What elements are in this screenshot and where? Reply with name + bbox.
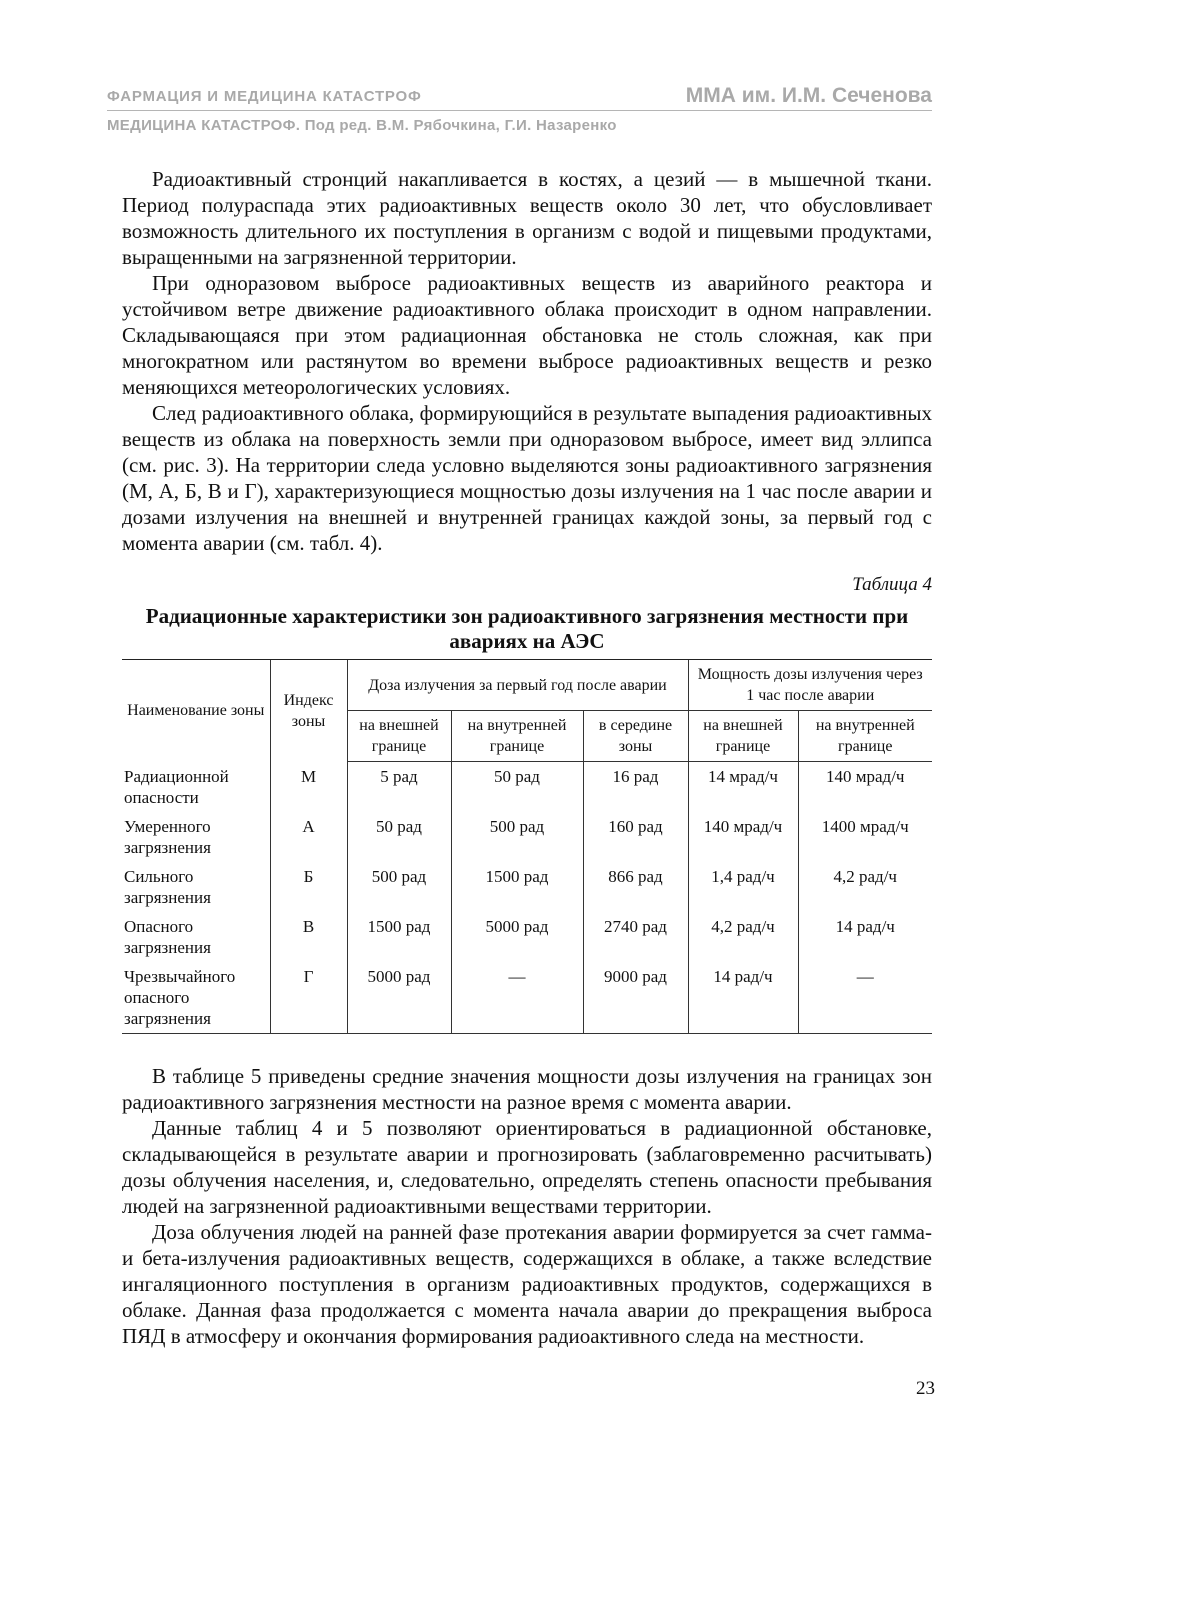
zone-index-cell: В [270,912,347,962]
zone-name-cell: Радиационной опасности [124,766,229,807]
zone-name-cell: Чрезвычайного опасного загрязнения [122,962,270,1034]
running-head-top-row [107,84,932,111]
dose-inner-cell: 500 рад [451,812,583,862]
table-caption: Таблица 4 [852,574,932,595]
power-inner-cell: 1400 мрад/ч [798,812,932,862]
power-outer-cell: 4,2 рад/ч [688,912,798,962]
zone-index-cell: Г [270,962,347,1034]
publisher-name: ММА им. И.М. Сеченова [685,84,932,107]
zone-index-cell: Б [270,862,347,912]
header-power-inner: на внутренней границе [798,711,932,762]
dose-outer-cell: 5 рад [347,762,451,812]
header-zone-name: Наименование зоны [122,660,270,762]
header-zone-index: Индекс зоны [270,660,347,762]
zone-name-cell: Сильного загрязнения [124,866,211,907]
zone-index-cell: М [270,762,347,812]
header-dose-outer: на внешней границе [347,711,451,762]
dose-outer-cell: 5000 рад [347,962,451,1034]
table-row [122,762,932,812]
dose-inner-cell: 1500 рад [451,862,583,912]
dose-middle-cell: 866 рад [583,862,688,912]
dose-outer-cell: 50 рад [347,812,451,862]
dose-outer-cell: 1500 рад [347,912,451,962]
zones-table [122,659,932,1034]
header-dose-group: Доза излучения за первый год после аварии [347,660,688,711]
power-inner-cell: 140 мрад/ч [798,762,932,812]
page-number: 23 [916,1378,935,1399]
table-header-row [122,660,932,711]
dose-middle-cell: 2740 рад [583,912,688,962]
dose-inner-cell: 50 рад [451,762,583,812]
zone-index-cell: А [270,812,347,862]
header-dose-middle: в середине зоны [583,711,688,762]
power-inner-cell: 4,2 рад/ч [798,862,932,912]
power-inner-cell: 14 рад/ч [798,912,932,962]
power-outer-cell: 14 рад/ч [688,962,798,1034]
book-subtitle: МЕДИЦИНА КАТАСТРОФ. Под ред. В.М. Рябочкина, Г.И. Назаренко [107,117,617,134]
dose-middle-cell: 160 рад [583,812,688,862]
table-row [122,962,932,1034]
paragraph: Доза облучения людей на ранней фазе протекания аварии формируется за счет гамма- и бета-излучения радиоактивных веществ, содержащихся в облаке, а также вследствие ингаляционного поступления в организм радиоактивных продуктов, содержащихся в облаке. Данная фаза продолжается с момента начала аварии до прекращения выброса ПЯД в атмосферу и окончания формирования радиоактивного следа на местности. [122,1220,932,1348]
zone-name-cell: Опасного загрязнения [124,916,211,957]
power-inner-cell: — [798,962,932,1034]
table-row [122,812,932,862]
zone-name-cell: Умеренного загрязнения [124,816,211,857]
power-outer-cell: 14 мрад/ч [688,762,798,812]
power-outer-cell: 140 мрад/ч [688,812,798,862]
paragraph: Радиоактивный стронций накапливается в костях, а цезий — в мышечной ткани. Период полураспада этих радиоактивных веществ около 30 лет, что обусловливает возможность длительного их поступления в организм с водой и пищевыми продуктами, выращенными на загрязненной территории. [122,167,932,269]
table-title: Радиационные характеристики зон радиоактивного загрязнения местности при авариях на АЭС [145,604,909,653]
dose-inner-cell: — [451,962,583,1034]
book-series-title: ФАРМАЦИЯ И МЕДИЦИНА КАТАСТРОФ [107,88,422,105]
paragraph: След радиоактивного облака, формирующийся в результате выпадения радиоактивных веществ из облака на поверхность земли при одноразовом выбросе, имеет вид эллипса (см. рис. 3). На территории следа условно выделяются зоны радиоактивного загрязнения (М, А, Б, В и Г), характеризующиеся мощностью дозы излучения на 1 час после аварии и дозами излучения на внешней и внутренней границах каждой зоны, за первый год с момента аварии (см. табл. 4). [122,401,932,555]
dose-outer-cell: 500 рад [347,862,451,912]
dose-inner-cell: 5000 рад [451,912,583,962]
dose-middle-cell: 9000 рад [583,962,688,1034]
table-row [122,862,932,912]
table-row [122,912,932,962]
paragraph: В таблице 5 приведены средние значения мощности дозы излучения на границах зон радиоактивного загрязнения местности на разное время с момента аварии. [122,1064,932,1114]
text-block-bottom [122,1063,932,1349]
header-dose-inner: на внутренней границе [451,711,583,762]
text-block-top [122,166,932,556]
paragraph: Данные таблиц 4 и 5 позволяют ориентироваться в радиационной обстановке, складывающейся в результате аварии и прогнозировать (заблаговременно расчитывать) дозы облучения населения, и, следовательно, определять степень опасности пребывания людей на загрязненной радиоактивными веществами территории. [122,1116,932,1218]
power-outer-cell: 1,4 рад/ч [688,862,798,912]
paragraph: При одноразовом выбросе радиоактивных веществ из аварийного реактора и устойчивом ветре движение радиоактивного облака происходит в одном направлении. Складывающаяся при этом радиационная обстановка не столь сложная, как при многократном или растянутом во времени выбросе радиоактивных веществ и резко меняющихся метеорологических условиях. [122,271,932,399]
dose-middle-cell: 16 рад [583,762,688,812]
header-power-outer: на внешней границе [688,711,798,762]
header-power-group: Мощность дозы излучения через 1 час после аварии [688,660,932,711]
running-head [107,84,932,134]
